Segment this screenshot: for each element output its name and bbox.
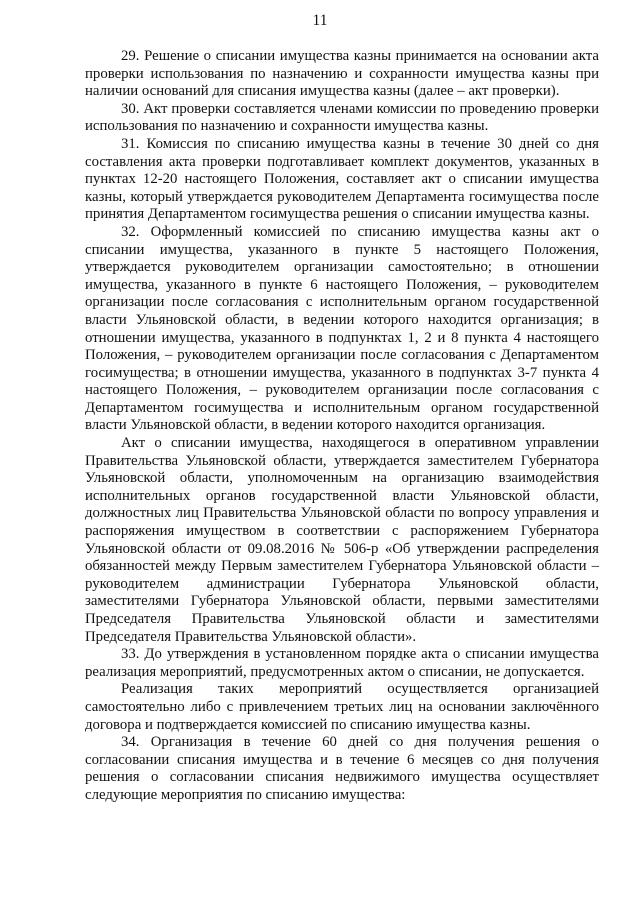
paragraph-33: 33. До утверждения в установленном порядке акта о списании имущества реализация мероприятий, предусмотренных актом о списании, не допускается.: [85, 646, 599, 680]
paragraph-34: 34. Организация в течение 60 дней со дня получения решения о согласовании списания имущества и в течение 6 месяцев со дня получения решения о согласовании списания недвижимого имущества осуществляет следующие мероприятия по списанию имущества:: [85, 734, 599, 803]
paragraph-33-implementation: Реализация таких мероприятий осуществляется организацией самостоятельно либо с привлечением третьих лиц на основании заключённого договора и подтверждается комиссией по списанию имущества казны.: [85, 681, 599, 733]
paragraph-32: 32. Оформленный комиссией по списанию имущества казны акт о списании имущества, указанного в пункте 5 настоящего Положения, утверждается руководителем организации самостоятельно; в отношении имущества, указанного в пункте 6 настоящего Положения, – руководителем организации после согласования с исполнительным органом государственной власти Ульяновской области, в ведении которого находится организация; в отношении имущества, указанного в подпунктах 1, 2 и 8 пункта 4 настоящего Положения, – руководителем организации после согласования с Департаментом госимущества; в отношении имущества, указанного в подпунктах 3-7 пункта 4 настоящего Положения, – руководителем организации после согласования с Департаментом госимущества и исполнительным органом государственной власти Ульяновской области, в ведении которого находится организация.: [85, 223, 599, 434]
paragraph-31: 31. Комиссия по списанию имущества казны в течение 30 дней со дня составления акта проверки подготавливает комплект документов, указанных в пунктах 12-20 настоящего Положения, составляет акт о списании имущества казны, который утверждается руководителем Департамента госимущества после принятия Департаментом госимущества решения о списании имущества казны.: [85, 135, 599, 223]
paragraph-29: 29. Решение о списании имущества казны принимается на основании акта проверки использования по назначению и сохранности имущества казны при наличии оснований для списания имущества казны (далее – акт проверки).: [85, 48, 599, 100]
document-body: [85, 48, 599, 805]
page-number: 11: [312, 12, 328, 29]
paragraph-30: 30. Акт проверки составляется членами комиссии по проведению проверки использования по назначению и сохранности имущества казны.: [85, 100, 599, 135]
paragraph-32-act-approval: Акт о списании имущества, находящегося в оперативном управлении Правительства Ульяновской области, утверждается заместителем Губернатора Ульяновской области, уполномоченным на организацию взаимодействия исполнительных органов государственной власти Ульяновской области, должностных лиц Правительства Ульяновской области по вопросу управления и распоряжения имуществом в соответствии с распоряжением Губернатора Ульяновской области от 09.08.2016 № 506-р «Об утверждении распределения обязанностей между Первым заместителем Губернатора Ульяновской области – руководителем администрации Губернатора Ульяновской области, заместителями Губернатора Ульяновской области, первыми заместителями Председателя Правительства Ульяновской области и заместителями Председателя Правительства Ульяновской области».: [85, 435, 599, 645]
